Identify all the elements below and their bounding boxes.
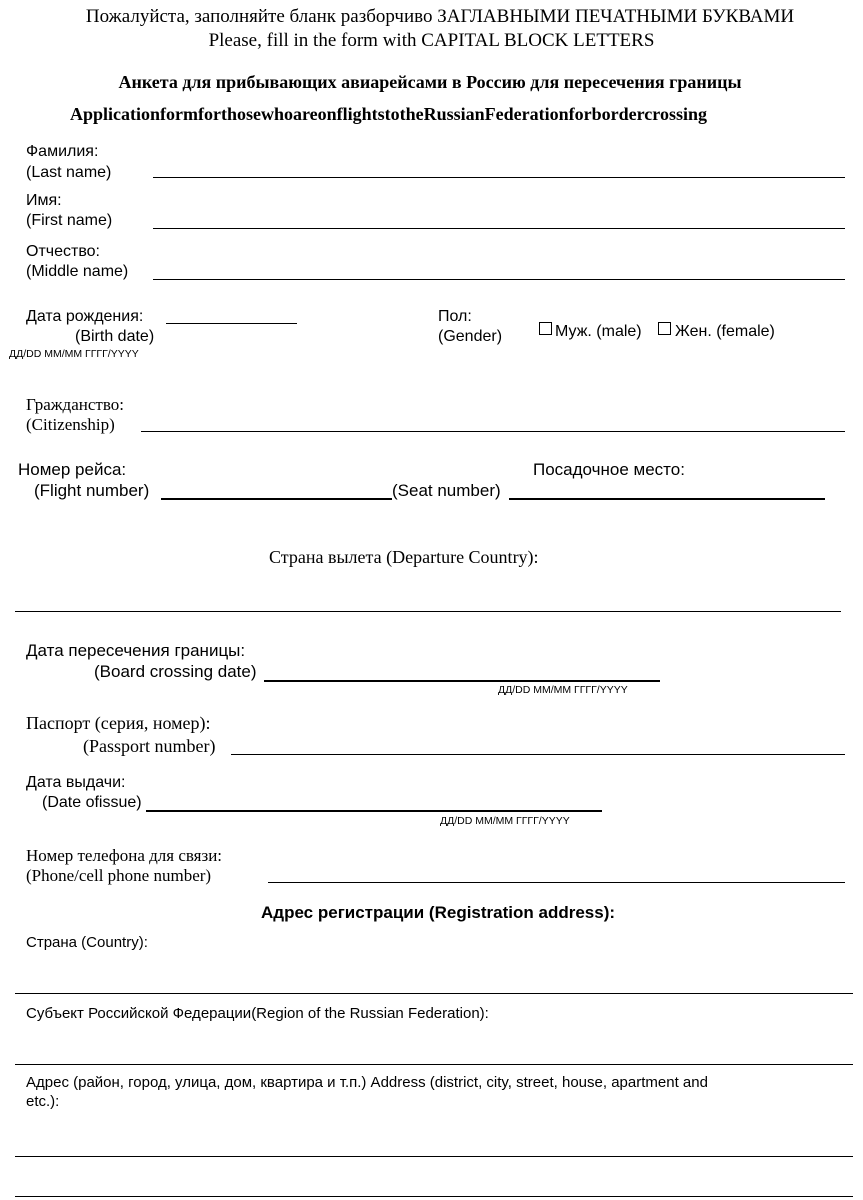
- issue-date-label-ru: Дата выдачи:: [26, 774, 126, 791]
- form-title-ru: Анкета для прибывающих авиарейсами в Россию для пересечения границы: [118, 72, 742, 92]
- flight-number-input[interactable]: [161, 498, 392, 500]
- issue-date-label-en: (Date ofissue): [42, 794, 142, 811]
- gender-label-en: (Gender): [438, 328, 503, 345]
- first-name-label-ru: Имя:: [26, 192, 62, 209]
- departure-country-label: Страна вылета (Departure Country):: [269, 547, 539, 567]
- crossing-date-input[interactable]: [264, 680, 660, 682]
- passport-label-ru: Паспорт (серия, номер):: [26, 713, 211, 733]
- registration-address-label-line1: Адрес (район, город, улица, дом, квартира и т.п.) Address (district, city, street, house, apartment and: [26, 1074, 708, 1091]
- passport-input[interactable]: [231, 754, 845, 755]
- gender-male-checkbox[interactable]: [539, 322, 552, 335]
- phone-input[interactable]: [268, 882, 845, 883]
- middle-name-input[interactable]: [153, 279, 845, 280]
- passport-label-en: (Passport number): [83, 736, 216, 756]
- registration-country-label: Страна (Country):: [26, 934, 148, 951]
- seat-number-label-en: (Seat number): [392, 481, 501, 500]
- crossing-date-label-en: (Board crossing date): [94, 662, 257, 681]
- birth-date-input[interactable]: [166, 323, 297, 324]
- middle-name-label-ru: Отчество:: [26, 243, 100, 260]
- form-title-en: Applicationformforthosewhoareonflightstothe​RussianFederationforbordercrossing: [70, 104, 707, 124]
- flight-number-label-en: (Flight number): [34, 481, 150, 500]
- phone-label-ru: Номер телефона для связи:: [26, 846, 223, 865]
- birth-date-label-en: (Birth date): [75, 328, 155, 345]
- phone-label-en: (Phone/cell phone number): [26, 866, 212, 885]
- gender-female-label: Жен. (female): [675, 323, 775, 340]
- gender-label-ru: Пол:: [438, 308, 472, 325]
- registration-address-input-line2[interactable]: [15, 1196, 853, 1197]
- crossing-date-label-ru: Дата пересечения границы:: [26, 641, 246, 660]
- birth-date-format-hint: ДД/DD ММ/MM ГГГГ/YYYY: [9, 348, 139, 360]
- crossing-date-format-hint: ДД/DD ММ/MM ГГГГ/YYYY: [498, 684, 628, 696]
- issue-date-input[interactable]: [146, 810, 602, 812]
- citizenship-label-ru: Гражданство:: [26, 395, 124, 414]
- registration-region-label: Субъект Российской Федерации(Region of the Russian Federation):: [26, 1005, 489, 1022]
- seat-number-label-ru: Посадочное место:: [533, 460, 685, 479]
- gender-female-checkbox[interactable]: [658, 322, 671, 335]
- notice-en: Please, fill in the form with CAPITAL BLOCK LETTERS: [208, 30, 655, 51]
- citizenship-label-en: (Citizenship): [26, 415, 115, 434]
- first-name-input[interactable]: [153, 228, 845, 229]
- citizenship-input[interactable]: [141, 431, 845, 432]
- flight-number-label-ru: Номер рейса:: [18, 460, 127, 479]
- last-name-label-en: (Last name): [26, 164, 112, 181]
- issue-date-format-hint: ДД/DD ММ/MM ГГГГ/YYYY: [440, 815, 570, 827]
- middle-name-label-en: (Middle name): [26, 263, 129, 280]
- last-name-input[interactable]: [153, 177, 845, 178]
- last-name-label-ru: Фамилия:: [26, 143, 99, 160]
- gender-male-label: Муж. (male): [555, 323, 642, 340]
- first-name-label-en: (First name): [26, 212, 113, 229]
- registration-address-input-line1[interactable]: [15, 1156, 853, 1157]
- registration-address-heading: Адрес регистрации (Registration address):: [261, 903, 616, 922]
- birth-date-label-ru: Дата рождения:: [26, 308, 144, 325]
- registration-country-input[interactable]: [15, 993, 853, 994]
- departure-country-input[interactable]: [15, 611, 841, 612]
- seat-number-input[interactable]: [509, 498, 825, 500]
- notice-ru: Пожалуйста, заполняйте бланк разборчиво ЗАГЛАВНЫМИ ПЕЧАТНЫМИ БУКВАМИ: [85, 6, 795, 27]
- registration-address-label-line2: etc.):: [26, 1093, 60, 1110]
- registration-region-input[interactable]: [15, 1064, 853, 1065]
